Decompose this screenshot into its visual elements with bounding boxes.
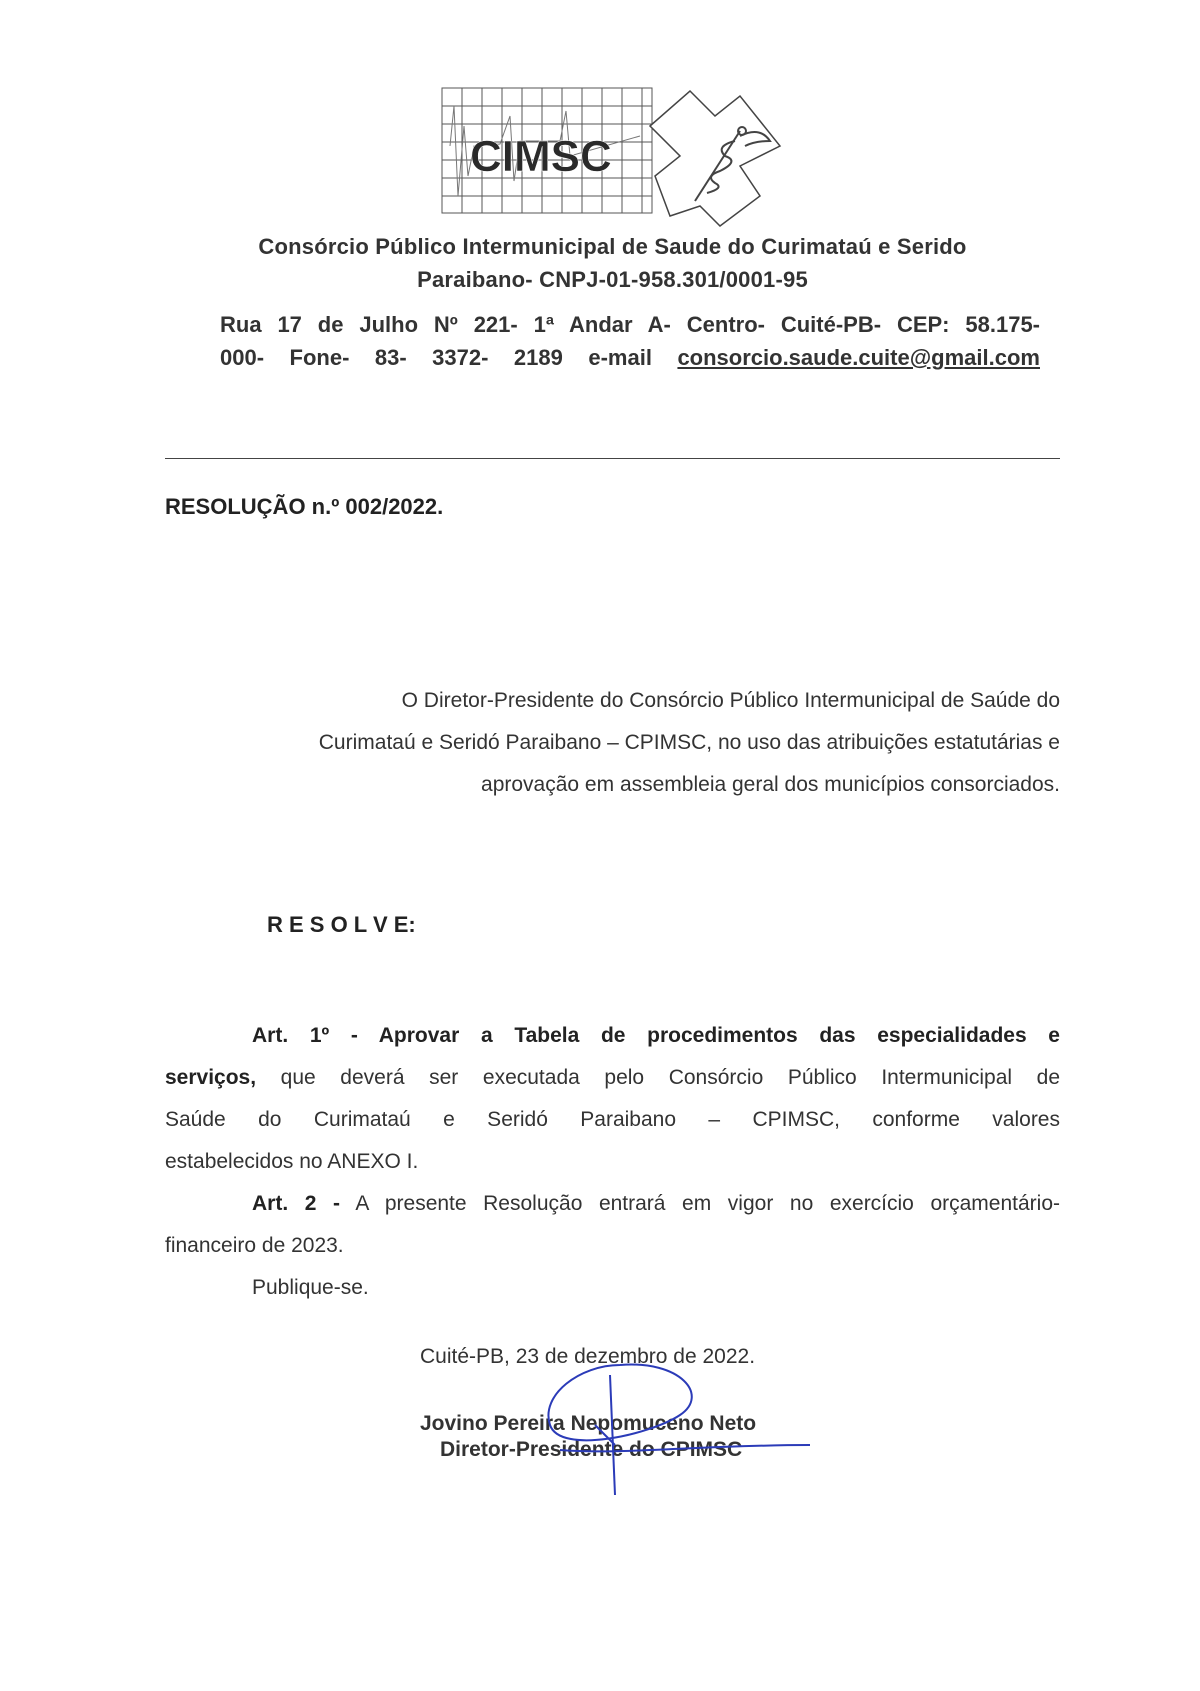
art1-text: que deverá ser executada pelo Consórcio Público Intermunicipal de: [256, 1066, 1060, 1089]
signatory-title: Diretor-Presidente do CPIMSC: [440, 1438, 743, 1461]
art2-text: A presente Resolução entrará em vigor no exercício orçamentário-: [340, 1192, 1060, 1215]
publish-text: Publique-se.: [252, 1276, 369, 1299]
preamble-line: Curimataú e Seridó Paraibano – CPIMSC, no uso das atribuições estatutárias e: [318, 731, 1060, 754]
cimsc-logo: [440, 86, 800, 231]
resolve-heading: R E S O L V E:: [267, 912, 416, 937]
address-line1: Rua 17 de Julho Nº 221- 1ª Andar A- Centro- Cuité-PB- CEP: 58.175-: [220, 312, 1040, 337]
date-place: Cuité-PB, 23 de dezembro de 2022.: [420, 1345, 756, 1368]
art1-bold: serviços,: [165, 1066, 257, 1089]
org-name-line1: Consórcio Público Intermunicipal de Saude do Curimataú e Serido: [258, 234, 967, 259]
signature: [520, 1355, 820, 1495]
preamble: [200, 680, 1060, 806]
signatory-name: Jovino Pereira Nepomuceno Neto: [420, 1412, 757, 1435]
art1-heading: Art. 1º - Aprovar a Tabela de procedimentos das especialidades e: [252, 1024, 1060, 1047]
art2-heading: Art. 2 -: [252, 1192, 340, 1215]
org-name-line2: Paraibano- CNPJ-01-958.301/0001-95: [417, 267, 808, 292]
address-line2: [220, 345, 1040, 371]
resolution-title: RESOLUÇÃO n.º 002/2022.: [165, 494, 444, 519]
art1-text: estabelecidos no ANEXO I.: [165, 1150, 419, 1173]
preamble-line: aprovação em assembleia geral dos municípios consorciados.: [481, 773, 1060, 796]
articles: [165, 1015, 1060, 1309]
art1-text: Saúde do Curimataú e Seridó Paraibano – CPIMSC, conforme valores: [165, 1108, 1060, 1131]
art2-text: financeiro de 2023.: [165, 1234, 344, 1257]
header-divider: [165, 458, 1060, 459]
address-contact: 000- Fone- 83- 3372- 2189 e-mail: [220, 345, 678, 370]
email-link[interactable]: consorcio.saude.cuite@gmail.com: [677, 345, 1040, 370]
svg-text:CIMSC: CIMSC: [470, 132, 612, 181]
preamble-line: O Diretor-Presidente do Consórcio Público Intermunicipal de Saúde do: [401, 689, 1060, 712]
